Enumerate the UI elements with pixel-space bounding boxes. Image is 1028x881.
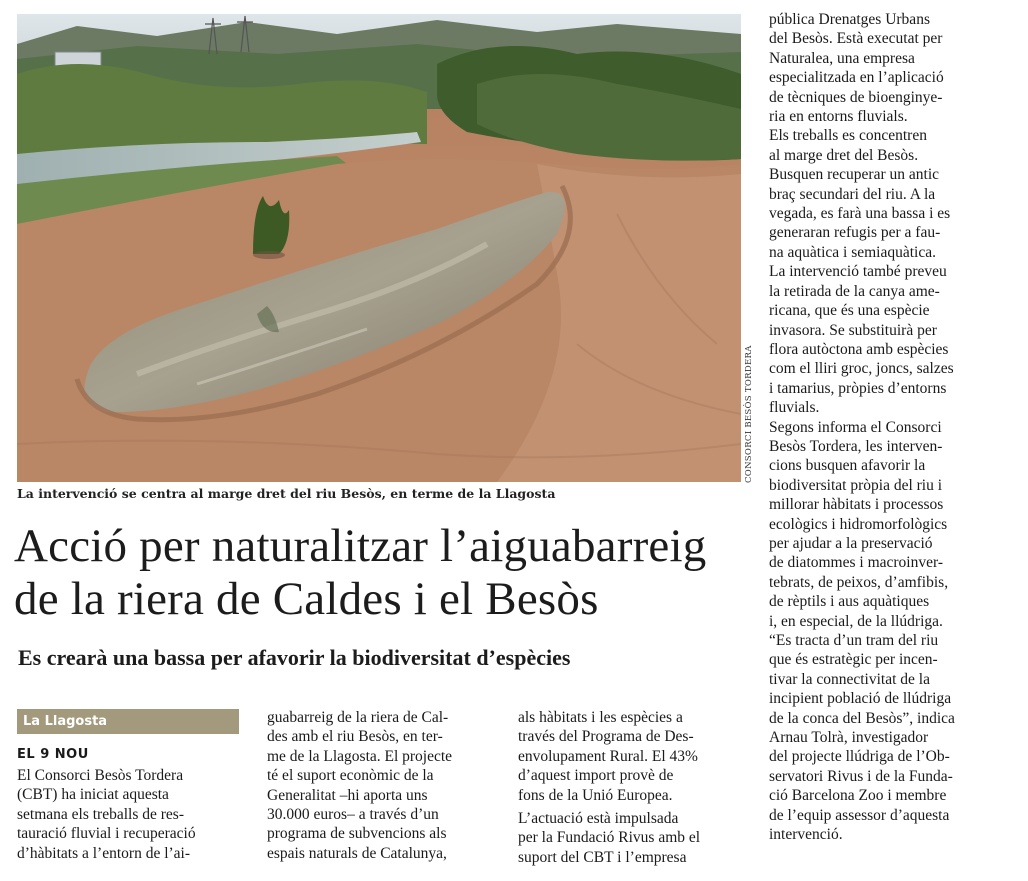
photo-credit-text: CONSORCI BESÒS TORDERA: [744, 345, 754, 483]
photo-caption: La intervenció se centra al marge dret del riu Besòs, en terme de la Llagosta: [17, 486, 556, 501]
paragraph: pública Drenatges Urbans del Besòs. Està executat per Naturalea, una empresa especialitzada en l’aplicació de tècniques de bioenginye- ria en entorns fluvials.: [769, 11, 944, 126]
paragraph: Els treballs es concentren al marge dret del Besòs. Busquen recuperar un antic braç secundari del riu. A la vegada, es farà una bassa i es generaran refugis per a fau- na aquàtica i semiaquàtica. La intervenció també preveu la retirada de la canya ame- ricana, que és una espècie invasora. Se substituirà per flora autòctona amb espècies com el lliri groc, joncs, salzes i tamarius, pròpies d’entorns fluvials.: [769, 127, 954, 417]
section-tag: [17, 709, 239, 734]
article-photo: [17, 14, 741, 482]
paragraph: als hàbitats i les espècies a través del Programa de Des- envolupament Rural. El 43% d’aquest import provè de fons de la Unió Europea.: [518, 709, 698, 804]
headline-text: Acció per naturalitzar l’aiguabarreig de la riera de Caldes i el Besòs: [14, 520, 707, 625]
dateline: EL 9 NOU: [17, 747, 89, 762]
headline: [14, 520, 754, 626]
body-column-1: [17, 766, 241, 863]
body-column-3: [518, 708, 748, 867]
paragraph: L’actuació està impulsada per la Fundació Rivus amb el suport del CBT i l’empresa: [518, 810, 701, 866]
subheadline: Es crearà una bassa per afavorir la biodiversitat d’espècies: [18, 645, 571, 670]
paragraph: Segons informa el Consorci Besòs Tordera, les interven- cions busquen afavorir la biodiversitat pròpia del riu i millorar hàbitats i processos ecològics i hidromorfològics per ajudar a la preservació de diatommes i macroinver- tebrats, de peixos, d’amfibis, de rèptils i aus aquàtiques i, en especial, de la llúdriga. “Es tracta d’un tram del riu que és estratègic per incen- tivar la connectivitat de la incipient població de llúdriga de la conca del Besòs”, indica Arnau Tolrà, investigador del projecte llúdriga de l’Ob- servatori Rivus i de la Funda- ció Barcelona Zoo i membre de l’equip assessor d’aquesta intervenció.: [769, 418, 955, 844]
paragraph: El Consorci Besòs Tordera (CBT) ha iniciat aquesta setmana els treballs de res- tauració fluvial i recuperació d’hàbitats a l’entorn de l’ai-: [17, 767, 196, 862]
body-column-2: [267, 708, 497, 863]
section-tag-label: La Llagosta: [23, 714, 108, 729]
river-landscape-image: [17, 14, 741, 482]
paragraph: guabarreig de la riera de Cal- des amb el riu Besòs, en ter- me de la Llagosta. El projecte té el suport econòmic de la Generalitat –hi aporta uns 30.000 euros– a través d’un programa de subvencions als espais naturals de Catalunya,: [267, 709, 453, 862]
body-column-4: [769, 10, 1009, 844]
